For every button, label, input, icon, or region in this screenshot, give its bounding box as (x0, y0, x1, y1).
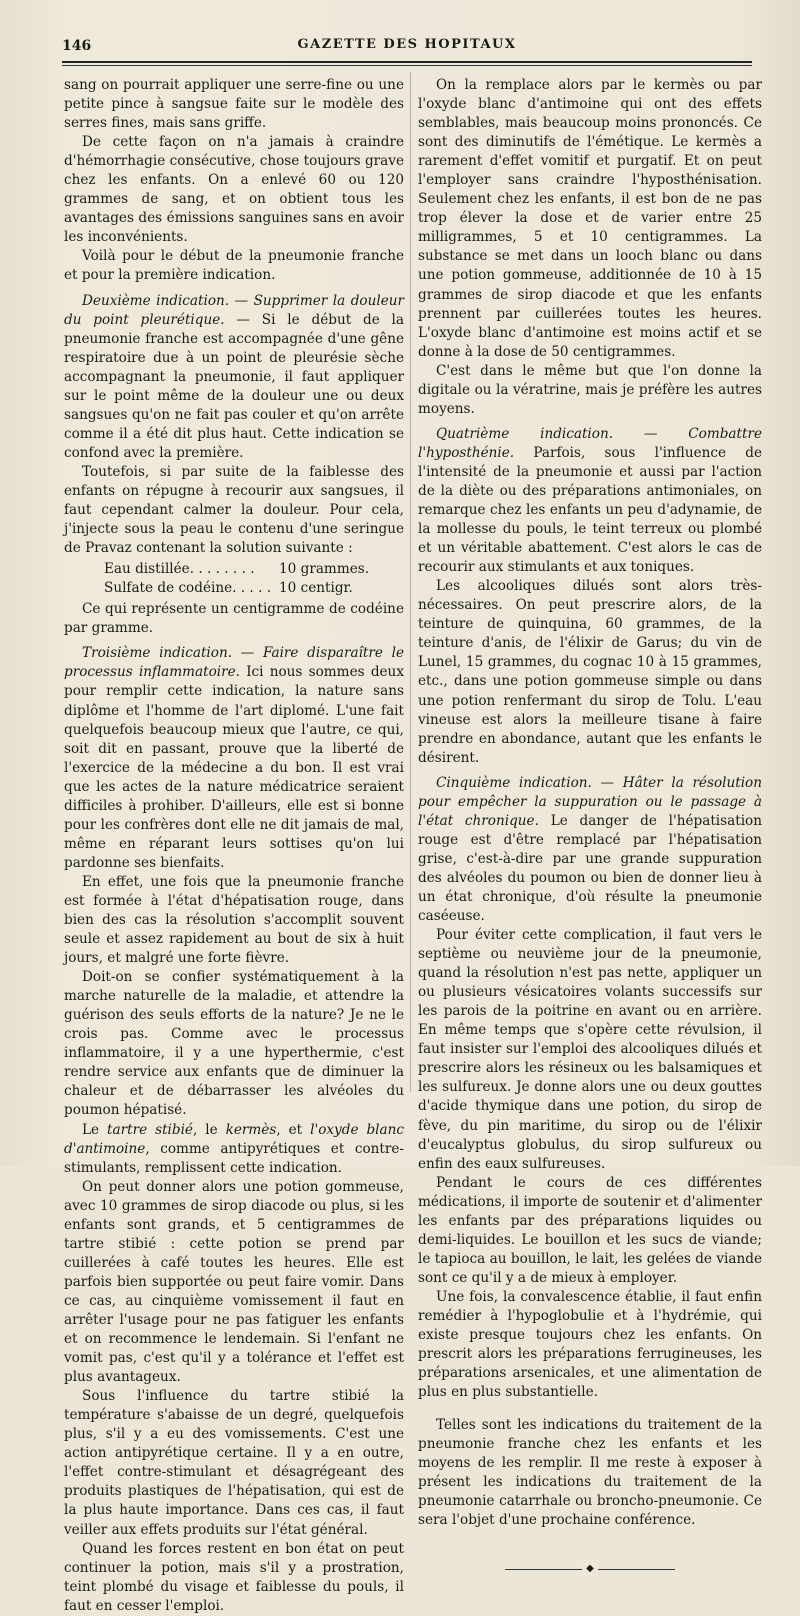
section-title: Troisième indication. — Faire disparaître le processus inflammatoire. (64, 645, 404, 681)
recipe-line (64, 560, 404, 579)
paragraph: Une fois, la convalescence établie, il faut enfin remédier à l'hypoglobulie et à l'hydrémie, qui existe presque toujours chez les enfants. On prescrit alors les préparations ferrugineuses, les préparations arsenicales, et une alimentation de plus en plus substantielle. (418, 1288, 762, 1401)
paragraph: Les alcooliques dilués sont alors très-nécessaires. On peut prescrire alors, de la teinture de quinquina, 60 grammes, de la teinture d'anis, de l'élixir de Garus; du vin de Lunel, 15 grammes, du cognac 10 à 15 grammes, etc., dans une potion gommeuse simple ou dans une potion renfermant du sirop de Tolu. L'eau vineuse est alors la meilleure tisane à faire prendre en abondance, autant que les enfants le désirent. (418, 578, 762, 766)
emphasis: tartre stibié (107, 1121, 193, 1138)
recipe-quantity: 10 centigr. (279, 580, 353, 597)
conclusion-paragraph: Telles sont les indications du traitement de la pneumonie franche chez les enfants et les moyens de les remplir. Il me reste à exposer à présent les indications du traitement de la pneumonie catarrhale ou broncho-pneumonie. Ce sera l'objet d'une prochaine conférence. (418, 1417, 762, 1529)
left-column (64, 76, 404, 1616)
section-second-indication (64, 292, 404, 463)
text-run: , et (276, 1121, 311, 1138)
section-title: Deuxième indication. — Supprimer la douleur du point pleurétique. (64, 292, 404, 328)
ornament-diamond-icon: ◆ (582, 1563, 598, 1575)
section-fifth-indication (418, 774, 762, 926)
paragraph: Pour éviter cette complication, il faut vers le septième ou neuvième jour de la pneumonie, quand la résolution n'est pas nette, appliquer un ou plusieurs vésicatoires volants successifs sur les parois de la poitrine en avant ou en arrière. En même temps que s'opère cette révulsion, il faut insister sur l'emploi des alcooliques dilués et prescrire alors les résineux ou les balsamiques et les sulfureux. Je donne alors une ou deux gouttes d'acide thymique dans une potion, du sirop de fève, du pin maritime, du sirop ou de l'élixir d'eucalyptus globulus, du sirop sulfureux ou enfin des eaux sulfureuses. (418, 927, 762, 1172)
text-run: , comme antipyrétiques et contre-stimulants, remplissent cette indication. (64, 1140, 404, 1176)
section-third-indication (64, 644, 404, 873)
recipe-line (64, 579, 404, 598)
section-text: — Si le début de la pneumonie franche est accompagnée d'une gêne respiratoire due à un point de pleurésie sèche accompagnant la pneumonie, il faut appliquer sur le point même de la douleur une ou deux sangsues qu'on ne fait pas couler et qu'on arrête comme il a été dit plus haut. Cette indication se confond avec la première. (64, 311, 405, 461)
paragraph: Toutefois, si par suite de la faiblesse des enfants on répugne à recourir aux sangsues, il faut cependant calmer la douleur. Pour cela, j'injecte sous la peau le contenu d'une seringue de Pravaz contenant la solution suivante : (64, 463, 404, 557)
page-number: 146 (62, 38, 92, 54)
recipe-quantity: 10 grammes. (279, 561, 370, 578)
emphasis: kermès (225, 1121, 277, 1138)
section-title: Cinquième indication. — Hâter la résolution pour empêcher la suppuration ou le passage à l'état chronique. (418, 774, 762, 829)
paragraph: On la remplace alors par le kermès ou par l'oxyde blanc d'antimoine qui ont des effets semblables, mais beaucoup moins prononcés. Ce sont des diminutifs de l'émétique. Le kermès a rarement d'effet vomitif et purgatif. Et on peut l'employer sans craindre l'hyposthénisation. Seulement chez les enfants, il est bon de ne pas trop élever la dose et de varier entre 25 milligrammes, 5 et 10 centigrammes. La substance se met dans un looch blanc ou dans une potion gommeuse, additionnée de 10 à 15 grammes de sirop diacode et que les enfants prennent par cuillerées toutes les heures. L'oxyde blanc d'antimoine est moins actif et se donne à la dose de 50 centigrammes. (418, 77, 762, 360)
right-column (418, 76, 762, 1573)
paragraph: C'est dans le même but que l'on donne la digitale ou la vératrine, mais je préfère les autres moyens. (418, 362, 762, 417)
paragraph-tartre (64, 1121, 404, 1178)
paragraph: sang on pourrait appliquer une serre-fine ou une petite pince à sangsue faite sur le modèle des serres fines, mais sans griffe. (64, 77, 404, 132)
text-run: , le (192, 1121, 226, 1138)
paragraph: On peut donner alors une potion gommeuse, avec 10 grammes de sirop diacode ou plus, si les enfants sont grands, et 5 centigrammes de tartre stibié : cette potion se prend par cuillerées à café toutes les heures. Elle est parfois bien supportée ou peut faire vomir. Dans ce cas, au cinquième vomissement il faut en arrêter l'usage pour ne pas fatiguer les enfants et on recommence le lendemain. Si l'enfant ne vomit pas, c'est qu'il y a tolérance et l'effet est plus avantageux. (64, 1178, 404, 1386)
section-text: Parfois, sous l'influence de l'intensité de la pneumonie et aussi par l'action de la diète ou des préparations antimoniales, on remarque chez les enfants un peu d'adynamie, de la mollesse du pouls, le teint terreux ou plombé et un véritable abattement. C'est alors le cas de recourir aux stimulants et aux toniques. (418, 444, 762, 576)
text-run: Le (82, 1121, 108, 1138)
paragraph: Quand les forces restent en bon état on peut continuer la potion, mais s'il y a prostration, teint plombé du visage et faiblesse du pouls, il faut en cesser l'emploi. (64, 1540, 404, 1614)
paragraph: Ce qui représente un centigramme de codéine par gramme. (64, 601, 404, 637)
paragraph: Sous l'influence du tartre stibié la température s'abaisse de un degré, quelquefois plus, s'il y a eu des vomissements. C'est une action antipyrétique certaine. Il y a en outre, l'effet contre-stimulant et désagrégeant des produits plastiques de l'hépatisation, qui est de la plus haute importance. Dans ces cas, il faut veiller aux effets produits sur l'état général. (64, 1388, 404, 1538)
paragraph: De cette façon on n'a jamais à craindre d'hémorrhagie consécutive, chose toujours grave chez les enfants. On a enlevé 60 ou 120 grammes de sang, et on obtient tous les avantages des émissions sanguines sans en avoir les inconvénients. (64, 134, 404, 246)
page-header (62, 34, 752, 56)
paragraph: En effet, une fois que la pneumonie franche est formée à l'état d'hépatisation rouge, dans bien des cas la résolution s'accomplit souvent seule et assez rapidement au bout de six à huit jours, et malgré une forte fièvre. (64, 873, 404, 967)
header-rule (62, 61, 752, 63)
section-text: Ici nous sommes deux pour remplir cette indication, la nature sans diplôme et l'homme de l'art diplomé. L'une fait quelquefois beaucoup mieux que l'autre, ce qui, soit dit en passant, prouve que la liberté de l'exercice de la médecine a du bon. Il est vrai que les actes de la nature médicatrice seraient difficiles à prohiber. D'ailleurs, elle est si bonne pour les confrères dont elle ne dit jamais de mal, même en réparant leurs sottises qu'on lui pardonne ses bienfaits. (64, 664, 404, 871)
section-text: Le danger de l'hépatisation rouge est d'être remplacé par l'hépatisation grise, c'est-à-dire par une grande suppuration des alvéoles du poumon ou bien de donner lieu à un état chronique, d'où résulte la pneumonie caséeuse. (418, 812, 762, 925)
emphasis: l'oxyde blanc d'antimoine (64, 1121, 404, 1157)
header-rule-thin (62, 65, 752, 66)
column-divider (410, 72, 411, 1092)
section-title: Quatrième indication. — Combattre l'hyposthénie. (418, 425, 762, 461)
paragraph: Pendant le cours de ces différentes médications, il importe de soutenir et d'alimenter les enfants par des préparations liquides ou demi-liquides. Le bouillon et les sucs de viande; le tapioca au bouillon, le lait, les gelées de viande sont ce qu'il y a de mieux à employer. (418, 1174, 762, 1286)
recipe-ingredient: Eau distillée. . . . . . . . (104, 561, 255, 578)
recipe (64, 560, 404, 598)
recipe-ingredient: Sulfate de codéine. . . . . (104, 580, 272, 597)
journal-title: GAZETTE DES HOPITAUX (297, 37, 517, 52)
closing-ornament-rule (505, 1562, 675, 1574)
paragraph: Voilà pour le début de la pneumonie franche et pour la première indication. (64, 248, 404, 284)
paragraph: Doit-on se confier systématiquement à la marche naturelle de la maladie, et attendre la guérison des seuls efforts de la nature? Je ne le crois pas. Comme avec le processus inflammatoire, il y a une hyperthermie, c'est rendre service aux enfants que de diminuer la chaleur et de débarrasser les alvéoles du poumon hépatisé. (64, 969, 404, 1119)
section-fourth-indication (418, 425, 762, 577)
